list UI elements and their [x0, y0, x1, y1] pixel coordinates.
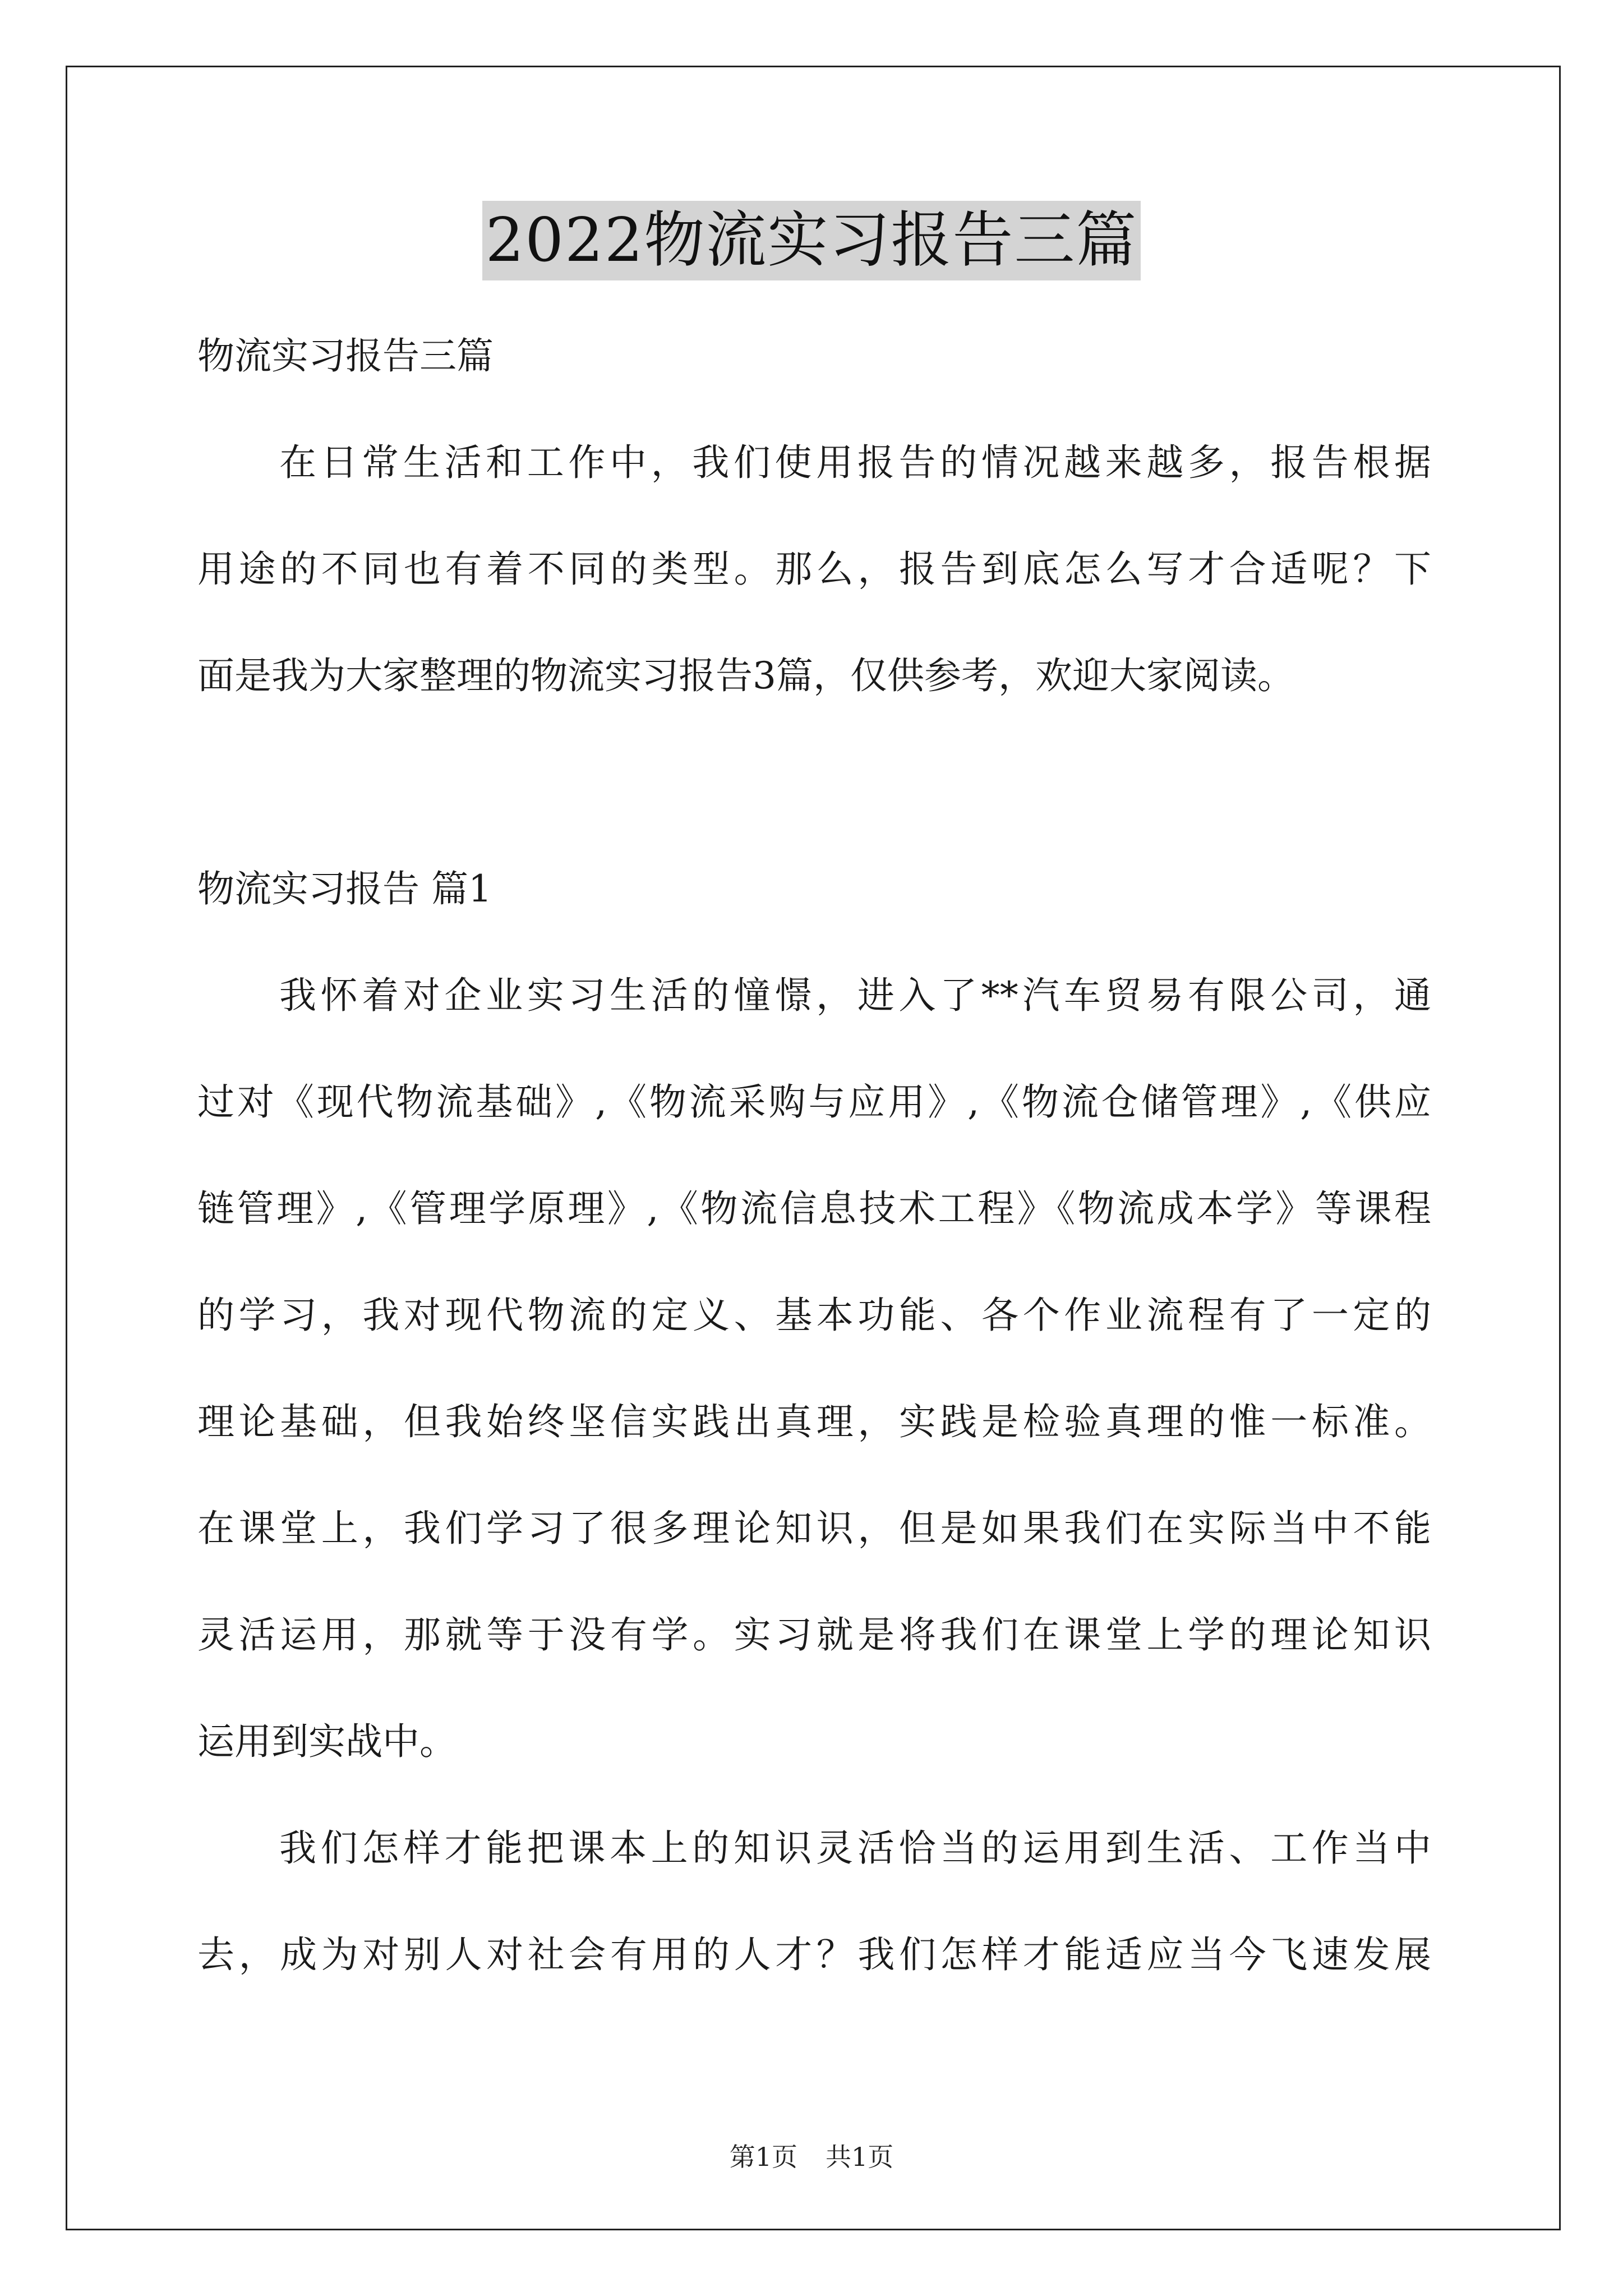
page-footer: [0, 2140, 1623, 2174]
paragraph-line: 运用到实战中。: [197, 1720, 457, 1763]
page-total: 共1页: [826, 2142, 894, 2172]
section-spacer: [197, 729, 1431, 836]
document-subtitle: 物流实习报告三篇: [197, 334, 494, 378]
paragraph-line: 理论基础，但我始终坚信实践出真理，实践是检验真理的惟一标准。: [197, 1400, 1431, 1443]
document-title: 2022物流实习报告三篇: [482, 201, 1141, 280]
paragraph-line: 链管理》,《管理学原理》,《物流信息技术工程》《物流成本学》等课程: [197, 1187, 1431, 1230]
paragraph-line: 我们怎样才能把课本上的知识灵活恰当的运用到生活、工作当中: [279, 1826, 1431, 1870]
intro-line: 面是我为大家整理的物流实习报告3篇，仅供参考，欢迎大家阅读。: [197, 654, 1294, 697]
section-heading: 物流实习报告 篇1: [197, 867, 492, 910]
intro-line: 用途的不同也有着不同的类型。那么，报告到底怎么写才合适呢？下: [197, 547, 1431, 591]
paragraph-line: 过对《现代物流基础》,《物流采购与应用》,《物流仓储管理》,《供应: [197, 1080, 1431, 1124]
document-body: [197, 303, 1431, 2008]
page-number: 第1页: [729, 2142, 797, 2172]
paragraph-line: 去，成为对别人对社会有用的人才？我们怎样才能适应当今飞速发展: [197, 1933, 1431, 1976]
paragraph-line: 我怀着对企业实习生活的憧憬，进入了**汽车贸易有限公司，通: [279, 974, 1431, 1017]
intro-line: 在日常生活和工作中，我们使用报告的情况越来越多，报告根据: [279, 441, 1431, 484]
paragraph-line: 灵活运用，那就等于没有学。实习就是将我们在课堂上学的理论知识: [197, 1613, 1431, 1657]
paragraph-line: 在课堂上，我们学习了很多理论知识，但是如果我们在实际当中不能: [197, 1507, 1431, 1550]
paragraph-line: 的学习，我对现代物流的定义、基本功能、各个作业流程有了一定的: [197, 1294, 1431, 1337]
title-container: [0, 201, 1623, 280]
